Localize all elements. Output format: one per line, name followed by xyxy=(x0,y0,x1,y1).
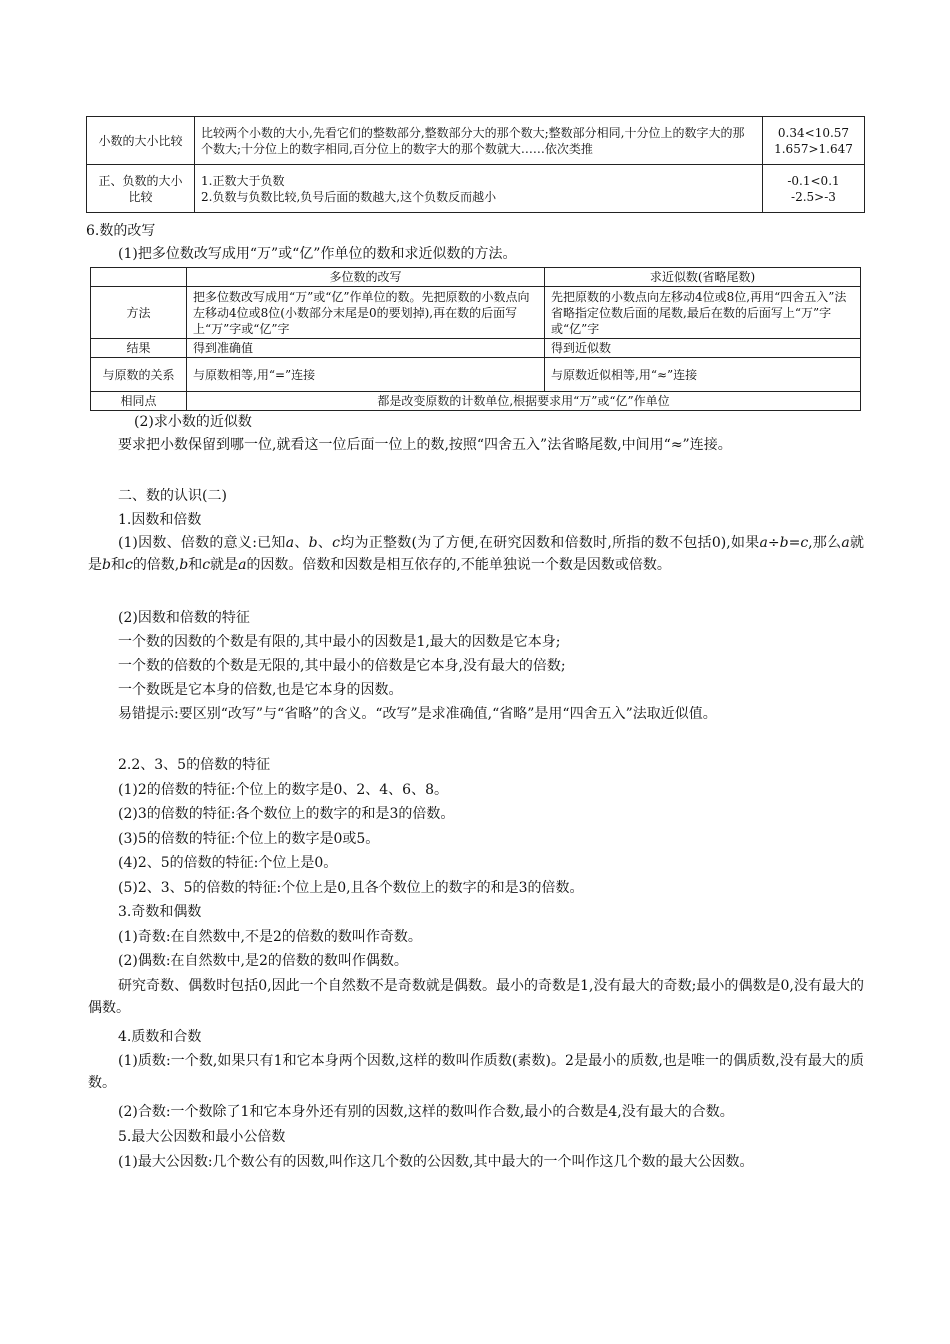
row-label: 与原数的关系 xyxy=(91,358,187,392)
table-row xyxy=(87,165,865,213)
column-header: 求近似数(省略尾数) xyxy=(545,268,861,287)
number-rewrite-table xyxy=(90,267,861,411)
paragraph: (2)合数:一个数除了1和它本身外还有别的因数,这样的数叫作合数,最小的合数是4,没有最大的合数。 xyxy=(118,1104,734,1120)
paragraph: (5)2、3、5的倍数的特征:个位上是0,且各个数位上的数字的和是3的倍数。 xyxy=(118,880,584,896)
section-title: 二、数的认识(二) xyxy=(118,488,227,504)
table-cell: 得到准确值 xyxy=(187,339,545,358)
paragraph: (4)2、5的倍数的特征:个位上是0。 xyxy=(118,855,338,871)
paragraph: 要求把小数保留到哪一位,就看这一位后面一位上的数,按照“四舍五入”法省略尾数,中间用“≈”连接。 xyxy=(118,437,732,453)
paragraph: (2)求小数的近似数 xyxy=(134,414,252,430)
section-title: 1.因数和倍数 xyxy=(118,512,202,528)
paragraph: (2)偶数:在自然数中,是2的倍数的数叫作偶数。 xyxy=(118,953,408,969)
paragraph: (1)2的倍数的特征:个位上的数字是0、2、4、6、8。 xyxy=(118,782,448,798)
paragraph: (1)因数、倍数的意义:已知a、b、c均为正整数(为了方便,在研究因数和倍数时,所指的数不包括0),如果a÷b=c,那么a就是b和c的倍数,b和c就是a的因数。倍数和因数是相互依存的,不能单独说一个数是因数或倍数。 xyxy=(88,535,865,573)
table-row xyxy=(91,287,861,339)
paragraph: (1)奇数:在自然数中,不是2的倍数的数叫作奇数。 xyxy=(118,929,422,945)
row-example: -0.1<0.1 -2.5>-3 xyxy=(763,165,865,213)
section-title: 3.奇数和偶数 xyxy=(118,904,202,920)
row-label: 小数的大小比较 xyxy=(87,117,195,165)
section-title: 2.2、3、5的倍数的特征 xyxy=(118,757,271,773)
table-header-row xyxy=(91,268,861,287)
row-example: 0.34<10.57 1.657>1.647 xyxy=(763,117,865,165)
paragraph: (3)5的倍数的特征:个位上的数字是0或5。 xyxy=(118,831,380,847)
table-row xyxy=(87,117,865,165)
row-description: 比较两个小数的大小,先看它们的整数部分,整数部分大的那个数大;整数部分相同,十分位上的数字大的那个数大;十分位上的数字相同,百分位上的数字大的那个数就大……依次类推 xyxy=(195,117,763,165)
paragraph: 一个数的因数的个数是有限的,其中最小的因数是1,最大的因数是它本身; xyxy=(118,634,561,650)
table-row xyxy=(91,392,861,411)
decimal-comparison-table xyxy=(86,116,865,213)
paragraph: 研究奇数、偶数时包括0,因此一个自然数不是奇数就是偶数。最小的奇数是1,没有最大的奇数;最小的偶数是0,没有最大的偶数。 xyxy=(88,978,864,1016)
paragraph: 一个数既是它本身的倍数,也是它本身的因数。 xyxy=(118,682,403,698)
paragraph: (2)因数和倍数的特征 xyxy=(118,610,250,626)
table-cell: 得到近似数 xyxy=(545,339,861,358)
table-cell: 都是改变原数的计数单位,根据要求用“万”或“亿”作单位 xyxy=(187,392,861,411)
table-cell: 与原数近似相等,用“≈”连接 xyxy=(545,358,861,392)
table-cell: 先把原数的小数点向左移动4位或8位,再用“四舍五入”法省略指定位数后面的尾数,最后在数的后面写上“万”字或“亿”字 xyxy=(545,287,861,339)
paragraph: 一个数的倍数的个数是无限的,其中最小的倍数是它本身,没有最大的倍数; xyxy=(118,658,566,674)
row-label: 相同点 xyxy=(91,392,187,411)
row-label: 方法 xyxy=(91,287,187,339)
row-description: 1.正数大于负数 2.负数与负数比较,负号后面的数越大,这个负数反而越小 xyxy=(195,165,763,213)
table-row xyxy=(91,358,861,392)
section-title: 5.最大公因数和最小公倍数 xyxy=(118,1129,286,1145)
row-label: 结果 xyxy=(91,339,187,358)
table-cell: 把多位数改写成用“万”或“亿”作单位的数。先把原数的小数点向左移动4位或8位(小数部分末尾是0的要划掉),再在数的后面写上“万”字或“亿”字 xyxy=(187,287,545,339)
table-row xyxy=(91,339,861,358)
paragraph: (2)3的倍数的特征:各个数位上的数字的和是3的倍数。 xyxy=(118,806,455,822)
table-cell: 与原数相等,用“=”连接 xyxy=(187,358,545,392)
section-title: 6.数的改写 xyxy=(86,223,156,239)
paragraph: (1)把多位数改写成用“万”或“亿”作单位的数和求近似数的方法。 xyxy=(118,246,517,262)
paragraph: (1)质数:一个数,如果只有1和它本身两个因数,这样的数叫作质数(素数)。2是最小的质数,也是唯一的偶质数,没有最大的质数。 xyxy=(88,1053,864,1091)
tip-paragraph: 易错提示:要区别“改写”与“省略”的含义。“改写”是求准确值,“省略”是用“四舍五入”法取近似值。 xyxy=(118,706,717,722)
column-header: 多位数的改写 xyxy=(187,268,545,287)
paragraph: (1)最大公因数:几个数公有的因数,叫作这几个数的公因数,其中最大的一个叫作这几个数的最大公因数。 xyxy=(118,1154,754,1170)
section-title: 4.质数和合数 xyxy=(118,1029,202,1045)
row-label: 正、负数的大小比较 xyxy=(87,165,195,213)
